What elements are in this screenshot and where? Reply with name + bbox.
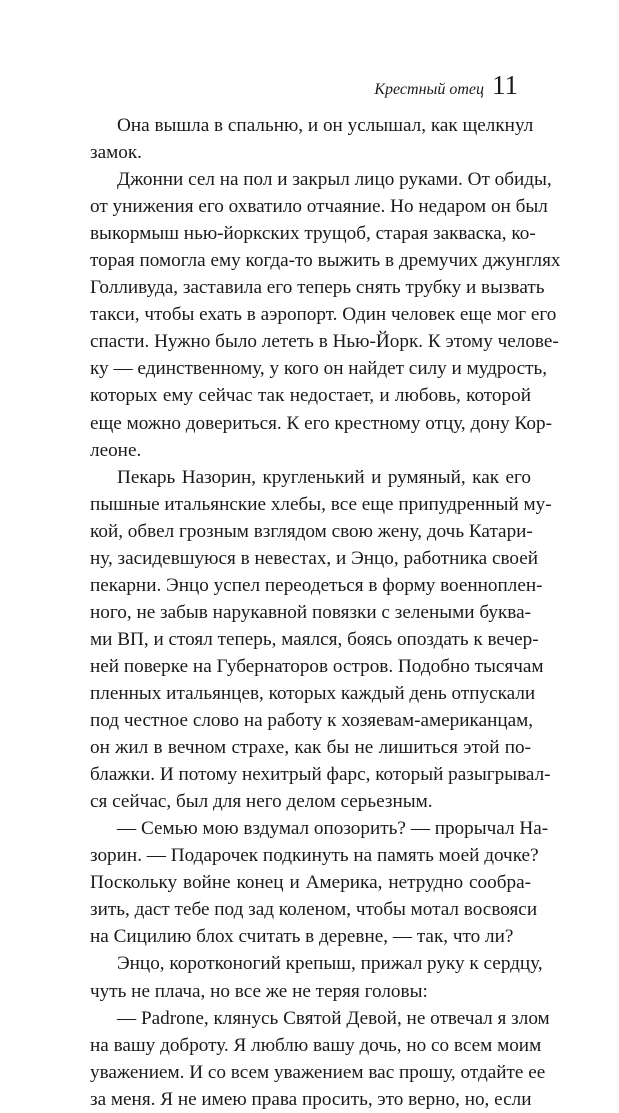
- text-line: под честное слово на работу к хозяевам-американцам,: [90, 710, 534, 732]
- running-title: Крестный отец: [374, 81, 484, 98]
- text-line: Пекарь Назорин, кругленький и румяный, как его: [117, 466, 531, 488]
- text-line: — Padrone, клянусь Святой Девой, не отвечал я злом: [117, 1007, 550, 1029]
- text-line: которых ему сейчас так недостает, и любовь, которой: [90, 385, 531, 407]
- text-line: ку — единственному, у кого он найдет силу и мудрость,: [90, 358, 548, 380]
- text-line: такси, чтобы ехать в аэропорт. Один человек еще мог его: [90, 304, 557, 326]
- text-line: торая помогла ему когда-то выжить в дремучих джунглях: [90, 250, 561, 272]
- text-line: пекарни. Энцо успел переодеться в форму военноплен-: [90, 574, 543, 596]
- text-line: Она вышла в спальню, и он услышал, как щелкнул: [117, 115, 534, 136]
- text-line: спасти. Нужно было лететь в Нью-Йорк. К этому челове-: [90, 331, 559, 353]
- page-header: [374, 72, 518, 99]
- text-line: ся сейчас, был для него делом серьезным.: [90, 791, 433, 813]
- text-line: на Сицилию блох считать в деревне, — так, что ли?: [90, 926, 514, 948]
- text-line: выкормыш нью-йоркских трущоб, старая закваска, ко-: [90, 223, 536, 245]
- text-line: на вашу доброту. Я люблю вашу дочь, но со всем моим: [90, 1034, 542, 1056]
- text-line: Голливуда, заставила его теперь снять трубку и вызвать: [90, 277, 545, 299]
- text-line: ней поверке на Губернаторов остров. Подобно тысячам: [90, 655, 544, 677]
- text-line: зить, даст тебе под зад коленом, чтобы мотал восвояси: [90, 899, 538, 921]
- text-line: блажки. И потому нехитрый фарс, который разыгрывал-: [90, 764, 551, 786]
- text-line: кой, обвел грозным взглядом свою жену, дочь Катари-: [90, 520, 533, 542]
- text-line: за меня. Я не имею права просить, это верно, но, если: [90, 1088, 532, 1110]
- text-line: Энцо, коротконогий крепыш, прижал руку к сердцу,: [117, 953, 543, 975]
- text-line: еще можно довериться. К его крестному отцу, дону Кор-: [90, 412, 552, 434]
- text-line: уважением. И со всем уважением вас прошу, отдайте ее: [90, 1061, 546, 1083]
- text-line: пленных итальянцев, которых каждый день отпускали: [90, 682, 536, 704]
- text-line: ного, не забыв нарукавной повязки с зелеными буква-: [90, 601, 531, 623]
- body-text: [90, 112, 561, 1113]
- text-line: Поскольку войне конец и Америка, нетрудно сообра-: [90, 872, 531, 894]
- text-line: леоне.: [90, 439, 142, 461]
- text-line: замок.: [90, 142, 142, 164]
- text-line: Джонни сел на пол и закрыл лицо руками. От обиды,: [117, 169, 552, 191]
- text-line: ну, засидевшуюся в невестах, и Энцо, работника своей: [90, 547, 539, 569]
- text-line: ми ВП, и стоял теперь, маялся, боясь опоздать к вечер-: [90, 628, 539, 650]
- text-line: от унижения его охватило отчаяние. Но недаром он был: [90, 196, 548, 218]
- text-line: чуть не плача, но все же не теряя головы:: [90, 980, 428, 1002]
- text-line: зорин. — Подарочек подкинуть на память моей дочке?: [90, 845, 539, 867]
- text-line: пышные итальянские хлебы, все еще припудренный му-: [90, 493, 552, 515]
- text-line: он жил в вечном страхе, как бы не лишиться этой по-: [90, 737, 531, 759]
- text-line: — Семью мою вздумал опозорить? — прорычал На-: [117, 818, 549, 840]
- page-number: 11: [492, 70, 518, 100]
